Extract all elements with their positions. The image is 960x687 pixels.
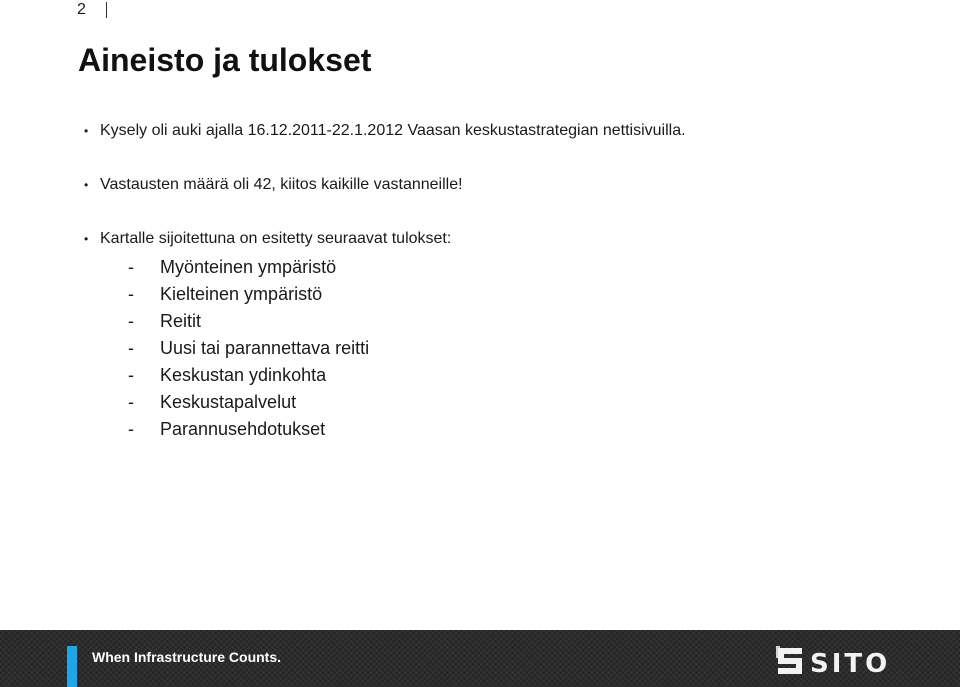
bullet-text: Kartalle sijoitettuna on esitetty seuraavat tulokset:: [100, 230, 452, 247]
sito-logo-text: SITO: [810, 649, 891, 677]
sito-s-logo-icon: [776, 645, 900, 677]
footer-accent-bar: [67, 646, 77, 687]
list-dash: -: [128, 284, 134, 304]
sito-logo: [776, 645, 900, 677]
list-item-text: Uusi tai parannettava reitti: [160, 338, 370, 358]
list-item-text: Reitit: [160, 311, 202, 331]
bullet-text: Vastausten määrä oli 42, kiitos kaikille vastanneille!: [100, 176, 463, 193]
list-item-text: Myönteinen ympäristö: [160, 257, 337, 277]
list-dash: -: [128, 257, 134, 277]
list-dash: -: [128, 338, 134, 358]
bullet-marker: •: [84, 124, 89, 138]
bullet-text: Kysely oli auki ajalla 16.12.2011-22.1.2012 Vaasan keskustastrategian nettisivuilla.: [100, 122, 686, 139]
bullet-marker: •: [84, 178, 89, 192]
footer-bar: [0, 630, 960, 687]
list-item-text: Keskustan ydinkohta: [160, 365, 327, 385]
list-dash: -: [128, 392, 134, 412]
list-dash: -: [128, 419, 134, 439]
list-item-text: Keskustapalvelut: [160, 392, 297, 412]
bullet-marker: •: [84, 232, 89, 246]
footer-tagline: When Infrastructure Counts.: [92, 649, 282, 665]
list-dash: -: [128, 311, 134, 331]
slide-title: Aineisto ja tulokset: [78, 42, 372, 78]
page-number-divider: [106, 2, 107, 18]
list-item-text: Kielteinen ympäristö: [160, 284, 323, 304]
list-item-text: Parannusehdotukset: [160, 419, 326, 439]
list-dash: -: [128, 365, 134, 385]
page-number: 2: [77, 1, 86, 18]
